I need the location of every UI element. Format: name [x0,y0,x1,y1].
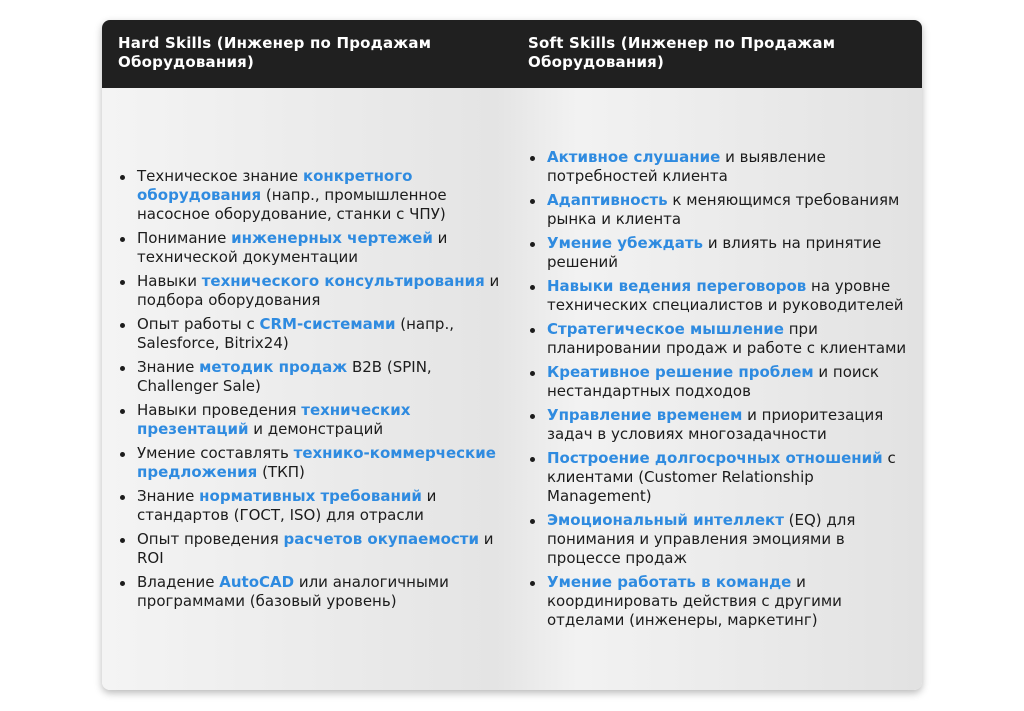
skill-text-suffix: при планировании продаж и работе с клиентами [547,320,907,357]
hard-skill-item [102,315,504,353]
skill-text-suffix: (ТКП) [257,463,305,481]
soft-skill-item [512,234,916,272]
skill-highlight: нормативных требований [199,487,422,505]
soft-skills-column [512,88,922,690]
skill-text-prefix: Навыки проведения [137,401,302,419]
skill-text-prefix: Навыки [137,272,202,290]
skill-highlight: расчетов окупаемости [283,530,480,548]
skill-text-prefix: Техническое знание [137,167,303,185]
skill-text-suffix: и приоритезация задач в условиях многозадачности [547,406,884,443]
soft-skill-item [512,277,916,315]
hard-skills-list [102,167,504,611]
header-hard-skills: Hard Skills (Инженер по Продажам Оборудования) [118,34,432,71]
hard-skills-column [102,88,512,690]
skill-text-prefix: Опыт работы с [137,315,260,333]
skill-highlight: инженерных чертежей [231,229,433,247]
hard-skill-item [102,358,504,396]
skill-text-suffix: и стандартов (ГОСТ, ISO) для отрасли [137,487,437,524]
hard-skill-item [102,530,504,568]
skill-highlight: Умение убеждать [547,234,704,252]
skill-text-suffix: и технической документации [137,229,448,266]
skill-text-prefix: Опыт проведения [137,530,284,548]
hard-skill-item [102,229,504,267]
table-body [102,88,922,690]
skill-text-suffix: и выявление потребностей клиента [547,148,826,185]
header-soft-skills: Soft Skills (Инженер по Продажам Оборудования) [528,34,836,71]
skill-highlight: технического консультирования [201,272,485,290]
hard-skill-item [102,487,504,525]
table-header [102,20,922,88]
skill-highlight: конкретного оборудования [137,167,413,204]
soft-skill-item [512,406,916,444]
skill-highlight: Креативное решение проблем [547,363,814,381]
skill-highlight: Построение долгосрочных отношений [547,449,883,467]
hard-skill-item [102,573,504,611]
skill-highlight: технических презентаций [137,401,411,438]
skill-highlight: Навыки ведения переговоров [547,277,807,295]
skill-text-prefix: Знание [137,487,200,505]
skill-highlight: Эмоциональный интеллект [547,511,784,529]
skill-text-suffix: и влиять на принятие решений [547,234,882,271]
skill-text-suffix: B2B (SPIN, Challenger Sale) [137,358,432,395]
skill-highlight: Умение работать в команде [547,573,792,591]
skill-text-prefix: Владение [137,573,220,591]
soft-skills-list [512,148,916,630]
skill-text-suffix: и подбора оборудования [137,272,500,309]
skill-text-prefix: Знание [137,358,200,376]
skill-text-suffix: к меняющимся требованиям рынка и клиента [547,191,900,228]
soft-skill-item [512,148,916,186]
skill-text-suffix: и ROI [137,530,494,567]
soft-skill-item [512,449,916,506]
soft-skill-item [512,363,916,401]
skill-highlight: Стратегическое мышление [547,320,784,338]
skill-text-suffix: и координировать действия с другими отделами (инженеры, маркетинг) [547,573,842,629]
hard-skill-item [102,167,504,224]
skill-text-suffix: (напр., Salesforce, Bitrix24) [137,315,454,352]
skill-text-suffix: и демонстраций [248,420,384,438]
soft-skill-item [512,511,916,568]
skill-text-prefix: Умение составлять [137,444,294,462]
skills-table [102,20,922,690]
skill-highlight: Активное слушание [547,148,721,166]
skill-highlight: методик продаж [199,358,348,376]
skill-text-suffix: с клиентами (Customer Relationship Management) [547,449,896,505]
skill-text-suffix: и поиск нестандартных подходов [547,363,879,400]
skill-highlight: Управление временем [547,406,743,424]
skill-text-suffix: (напр., промышленное насосное оборудование, станки с ЧПУ) [137,186,447,223]
skill-text-prefix: Понимание [137,229,232,247]
skill-text-suffix: (EQ) для понимания и управления эмоциями в процессе продаж [547,511,856,567]
skill-text-suffix: или аналогичными программами (базовый уровень) [137,573,449,610]
hard-skill-item [102,272,504,310]
skill-highlight: AutoCAD [219,573,295,591]
skill-highlight: технико-коммерческие предложения [137,444,496,481]
hard-skill-item [102,444,504,482]
soft-skill-item [512,191,916,229]
soft-skill-item [512,573,916,630]
skill-highlight: Адаптивность [547,191,668,209]
skill-highlight: CRM-системами [259,315,396,333]
skill-text-suffix: на уровне технических специалистов и руководителей [547,277,904,314]
hard-skill-item [102,401,504,439]
soft-skill-item [512,320,916,358]
